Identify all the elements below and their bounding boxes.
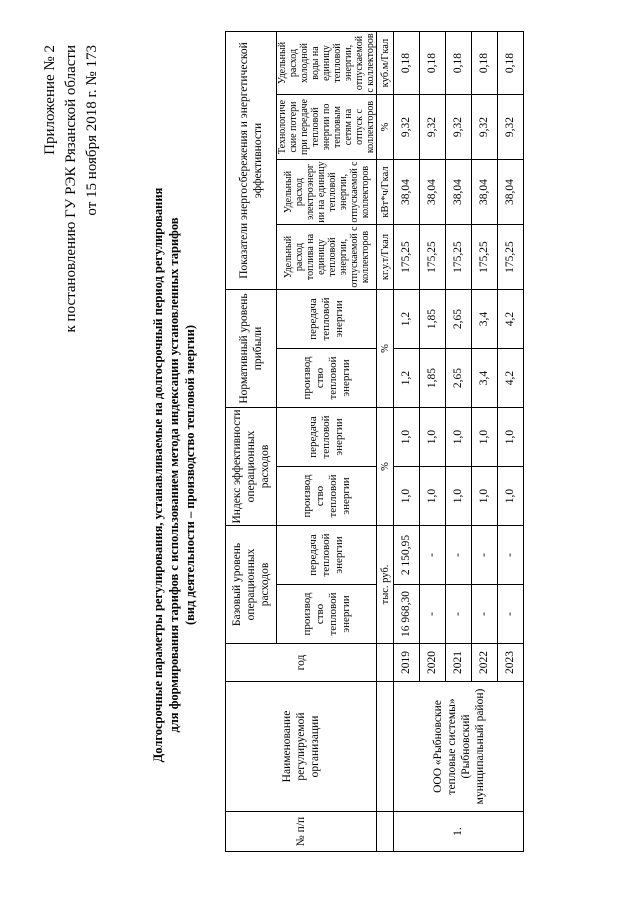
title-line-2: для формирования тарифов с использованием метода индексации установленных тарифов [167,217,181,733]
unit-electricity: кВт*ч/Гкал [377,160,394,225]
cell-electricity: 38,04 [446,160,472,225]
cell-index-transmission: 1,0 [446,408,472,467]
cell-losses: 9,32 [420,95,446,160]
header-year: год [226,644,377,682]
row-number: 1. [394,812,524,852]
header-organization: Наименование регулируемой организации [226,682,377,812]
units-empty [377,812,394,852]
table-row [394,32,420,852]
header-base-opex: Базовый уровень операционных расходов [226,526,277,644]
appendix-line-3: от 15 ноября 2018 г. № 173 [84,45,100,216]
cell-fuel: 175,25 [498,225,524,290]
cell-index-production: 1,0 [394,467,420,526]
cell-index-transmission: 1,0 [420,408,446,467]
organization-name: ООО «Рыбновские тепловые системы» (Рыбновский муниципальный район) [394,682,524,812]
header-index-production: производ ство тепловой энергии [277,467,377,526]
unit-base: тыс. руб. [377,526,394,644]
header-energy-saving: Показатели энергосбережения и энергетической эффективности [226,32,277,290]
unit-index: % [377,408,394,526]
cell-water: 0,18 [472,32,498,95]
title-line-1: Долгосрочные параметры регулирования, устанавливаемые на долгосрочный период регулирования [151,187,165,763]
cell-electricity: 38,04 [420,160,446,225]
cell-profit-transmission: 3,4 [472,290,498,349]
cell-water: 0,18 [394,32,420,95]
unit-profit: % [377,290,394,408]
unit-water: куб.м/Гкал [377,32,394,95]
header-base-transmission: передача тепловой энергии [277,526,377,585]
cell-profit-transmission: 1,85 [420,290,446,349]
header-profit-production: производ ство тепловой энергии [277,349,377,408]
header-profit-transmission: передача тепловой энергии [277,290,377,349]
cell-base-production: - [420,585,446,644]
cell-profit-production: 1,85 [420,349,446,408]
cell-losses: 9,32 [472,95,498,160]
cell-losses: 9,32 [394,95,420,160]
cell-index-production: 1,0 [498,467,524,526]
unit-fuel: кг.у.т/Гкал [377,225,394,290]
cell-index-production: 1,0 [472,467,498,526]
parameters-table-container [225,31,524,852]
cell-electricity: 38,04 [472,160,498,225]
cell-water: 0,18 [446,32,472,95]
cell-electricity: 38,04 [394,160,420,225]
cell-profit-production: 4,2 [498,349,524,408]
cell-index-production: 1,0 [446,467,472,526]
units-row [377,32,394,852]
cell-year: 2020 [420,644,446,682]
cell-year: 2021 [446,644,472,682]
header-electricity-rate: Удельный расход электроэнерг ии на единицу тепловой энергии, отпускаемой с коллекторов [277,160,377,225]
cell-losses: 9,32 [446,95,472,160]
appendix-line-2: к постановлению ГУ РЭК Рязанской области [63,45,79,333]
units-empty [377,644,394,682]
cell-profit-production: 1,2 [394,349,420,408]
cell-year: 2019 [394,644,420,682]
header-index-transmission: передача тепловой энергии [277,408,377,467]
parameters-table [225,31,524,852]
document-title [150,125,198,825]
title-line-3: (вид деятельности – производство тепловой энергии) [183,324,197,626]
cell-fuel: 175,25 [420,225,446,290]
cell-water: 0,18 [420,32,446,95]
units-empty [377,682,394,812]
cell-base-production: 16 968,30 [394,585,420,644]
cell-year: 2022 [472,644,498,682]
cell-index-transmission: 1,0 [394,408,420,467]
header-number: № п/п [226,812,377,852]
appendix-line-1: Приложение № 2 [42,45,58,155]
cell-base-production: - [498,585,524,644]
cell-losses: 9,32 [498,95,524,160]
cell-index-transmission: 1,0 [472,408,498,467]
appendix-header [40,45,103,345]
cell-fuel: 175,25 [446,225,472,290]
cell-base-transmission: - [446,526,472,585]
cell-fuel: 175,25 [472,225,498,290]
cell-base-production: - [446,585,472,644]
cell-base-transmission: 2 150,95 [394,526,420,585]
cell-profit-transmission: 4,2 [498,290,524,349]
cell-index-production: 1,0 [420,467,446,526]
header-fuel-rate: Удельный расход топлива на единицу тепловой энергии, отпускаемой с коллекторов [277,225,377,290]
cell-base-transmission: - [498,526,524,585]
cell-profit-production: 3,4 [472,349,498,408]
header-row-groups [226,32,277,852]
cell-index-transmission: 1,0 [498,408,524,467]
cell-electricity: 38,04 [498,160,524,225]
cell-base-production: - [472,585,498,644]
cell-year: 2023 [498,644,524,682]
unit-losses: % [377,95,394,160]
header-water-rate: Удельный расход холодной воды на единицу тепловой энергии, отпускаемой с коллекторов [277,33,376,93]
cell-base-transmission: - [420,526,446,585]
cell-water: 0,18 [498,32,524,95]
cell-fuel: 175,25 [394,225,420,290]
cell-profit-transmission: 2,65 [446,290,472,349]
header-heat-losses: Технологиче ские потери при передаче тепловой энергии по тепловым сетям на отпуск с коллекторов [277,95,377,160]
header-base-production: производ ство тепловой энергии [277,585,377,644]
cell-profit-production: 2,65 [446,349,472,408]
cell-base-transmission: - [472,526,498,585]
header-efficiency-index: Индекс эффективности операционных расходов [226,408,277,526]
cell-profit-transmission: 1,2 [394,290,420,349]
header-profit-level: Нормативный уровень прибыли [226,290,277,408]
